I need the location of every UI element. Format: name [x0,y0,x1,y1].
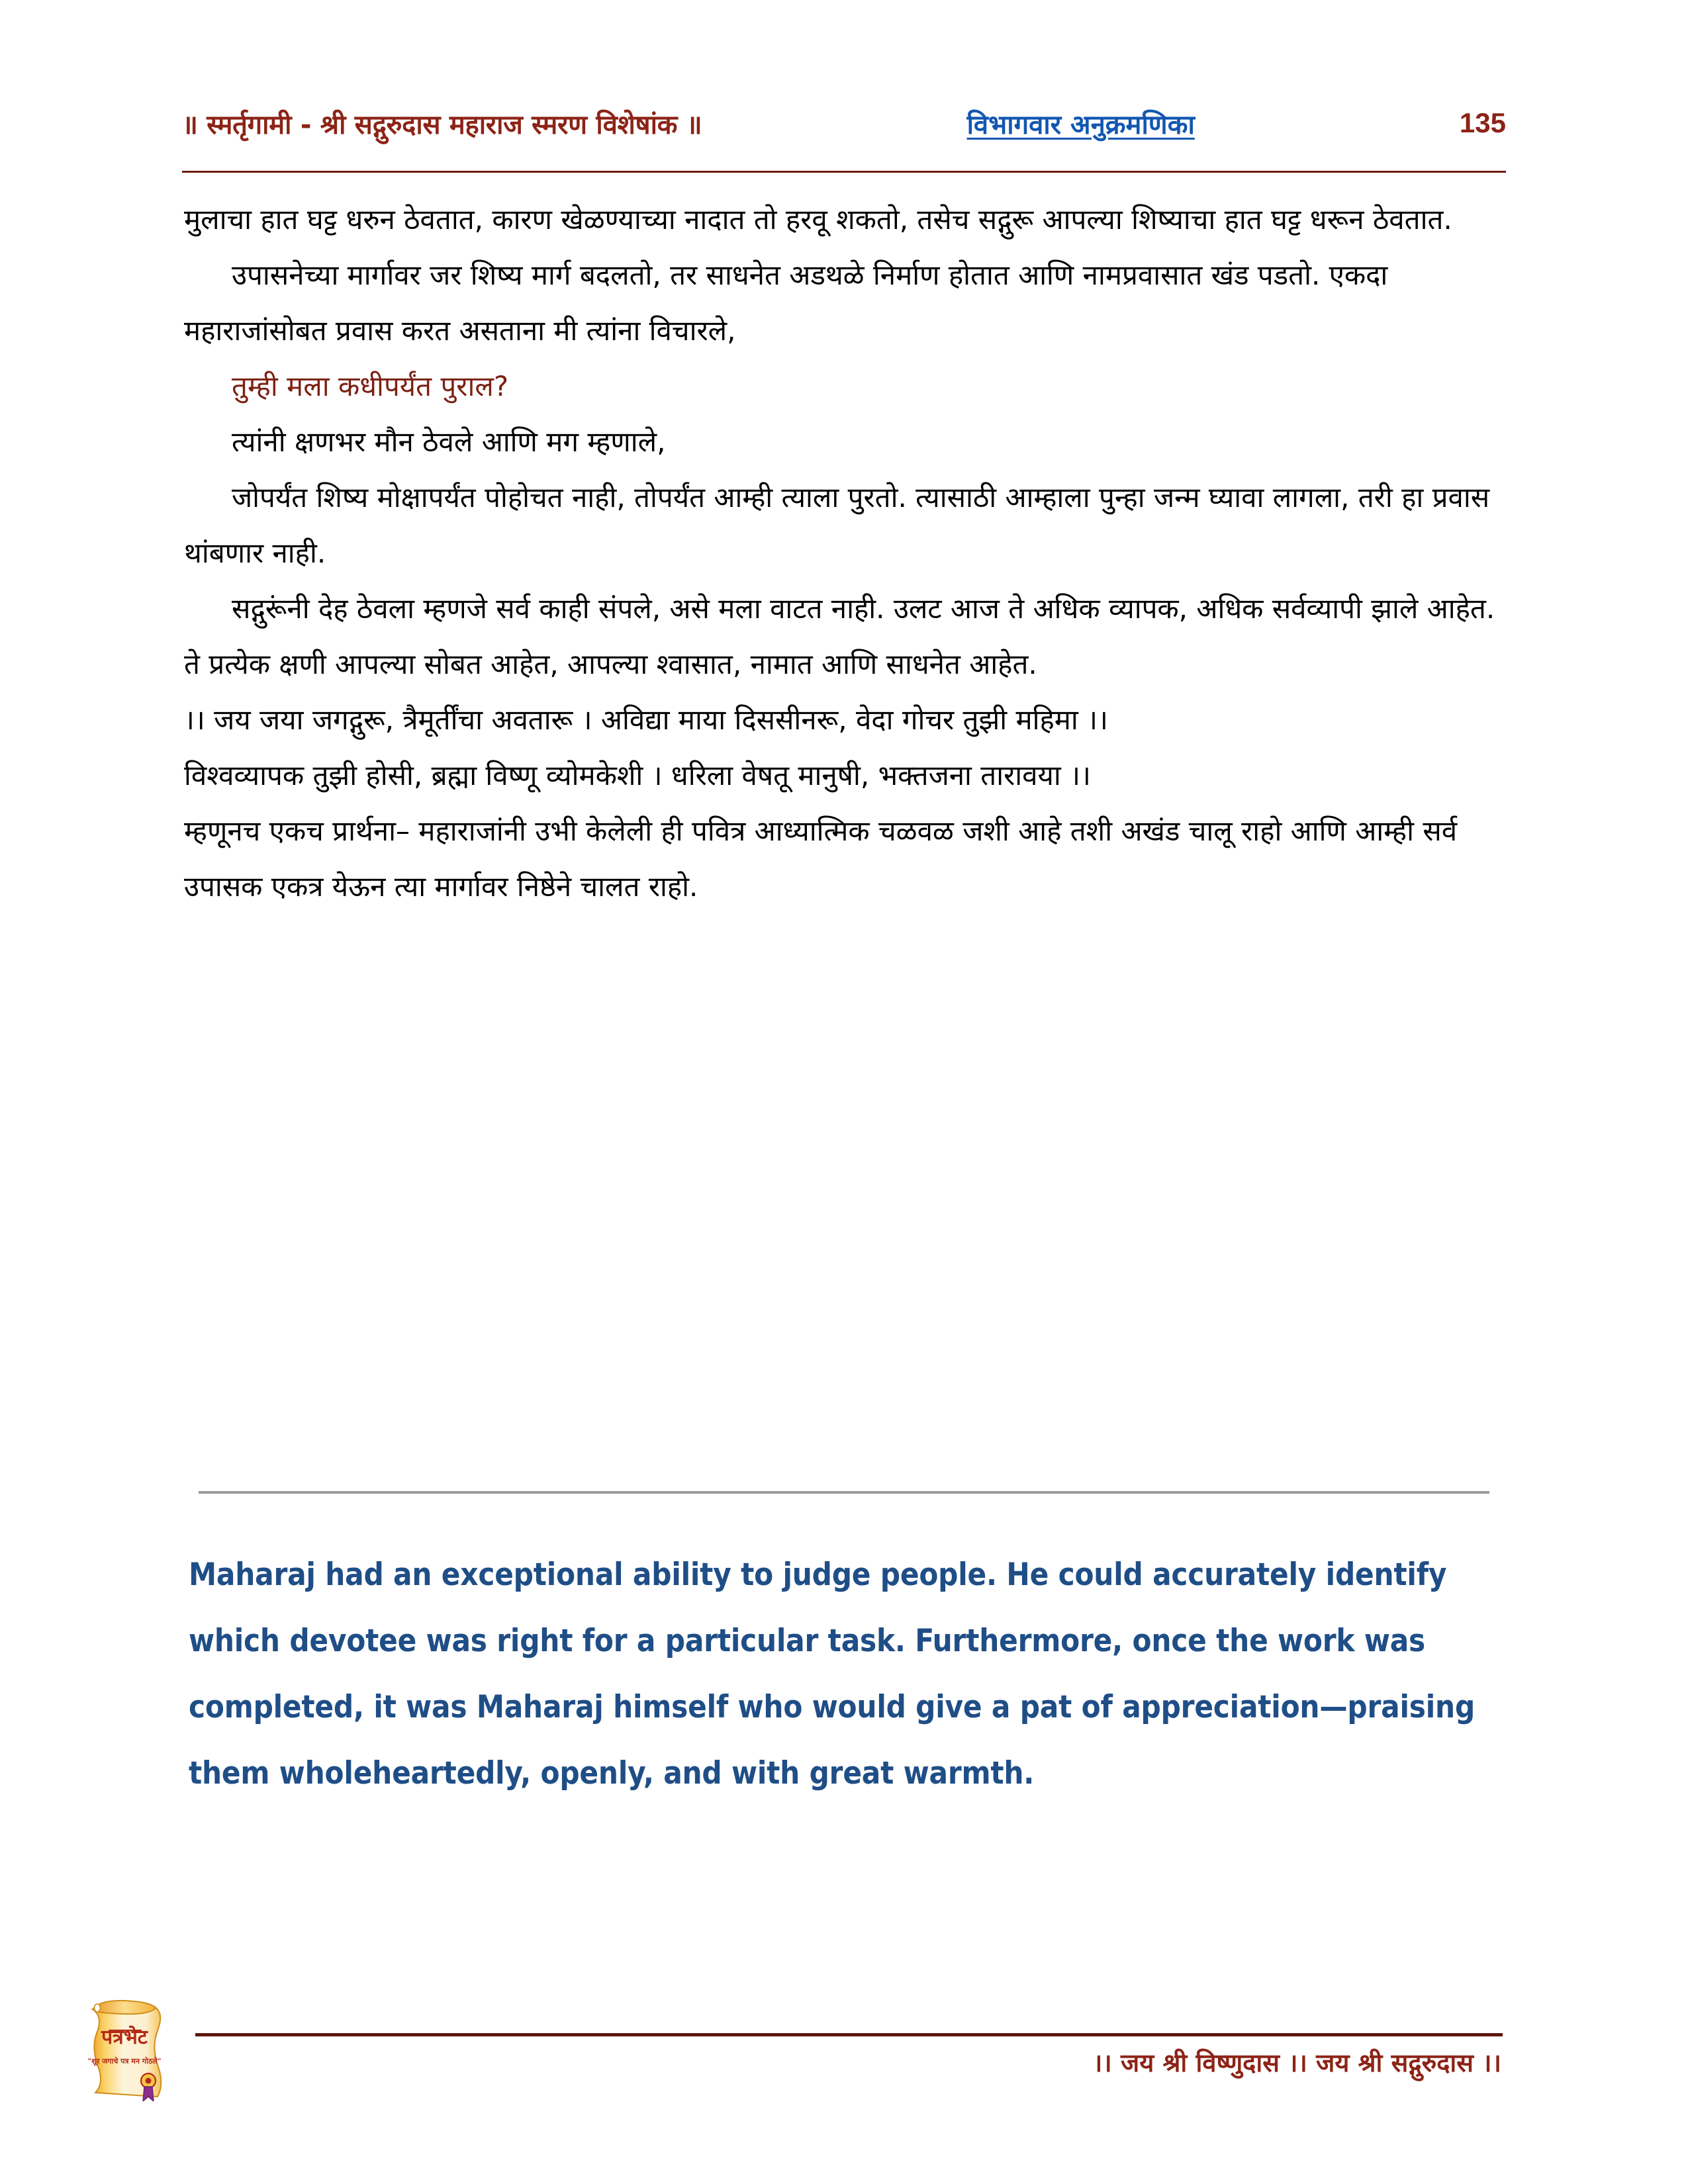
paragraph-5: सद्गुरूंनी देह ठेवला म्हणजे सर्व काही संपले, असे मला वाटत नाही. उलट आज ते अधिक व्यापक, अधिक सर्वव्यापी झाले आहेत. ते प्रत्येक क्षणी आपल्या सोबत आहेत, आपल्या श्वासात, नामात आणि साधनेत आहेत. [184,592,1495,680]
highlighted-question: तुम्ही मला कधीपर्यंत पुराल? [232,370,509,402]
verse-line-2: विश्वव्यापक तुझी होसी, ब्रह्मा विष्णू व्योमकेशी । धरिला वेषतू मानुषी, भक्तजना तारावया ।। [184,759,1091,792]
footer-divider [195,2033,1503,2036]
page-header [182,93,1506,154]
index-link[interactable]: विभागवार अनुक्रमणिका [966,109,1195,140]
paragraph-2: उपासनेच्या मार्गावर जर शिष्य मार्ग बदलतो, तर साधनेत अडथळे निर्माण होतात आणि नामप्रवासात खंड पडतो. एकदा महाराजांसोबत प्रवास करत असताना मी त्यांना विचारले, [184,259,1388,347]
english-summary [189,1542,1499,1807]
patrabhet-logo [78,1992,171,2101]
header-title: ॥ स्मर्तृगामी - श्री सद्गुरुदास महाराज स्मरण विशेषांक ॥ [182,109,702,140]
verse-line-1: ।। जय जया जगद्गुरू, त्रैमूर्तींचा अवतारू । अविद्या माया दिससीनरू, वेदा गोचर तुझी महिमा ।। [184,704,1108,736]
english-paragraph: Maharaj had an exceptional ability to judge people. He could accurately identify which devotee was right for a particular task. Furthermore, once the work was completed, it was Maharaj himself who would give a pat of appreciation—praising them wholeheartedly, openly, and with great warmth. [189,1557,1476,1792]
page-number: 135 [1459,107,1506,138]
paragraph-6: म्हणूनच एकच प्रार्थना– महाराजांनी उभी केलेली ही पवित्र आध्यात्मिक चळवळ जशी आहे तशी अखंड चालू राहो आणि आम्ही सर्व उपासक एकत्र येऊन त्या मार्गावर निष्ठेने चालत राहो. [184,815,1458,903]
paragraph-1: मुलाचा हात घट्ट धरुन ठेवतात, कारण खेळण्याच्या नादात तो हरवू शकतो, तसेच सद्गुरू आपल्या शिष्याचा हात घट्ट धरून ठेवतात. [184,203,1452,236]
logo-title-text: पत्रभेट [101,2026,148,2049]
logo-tagline-text: "शूर जगाचे पत्र मन गोठले" [87,2057,162,2066]
paragraph-4: जोपर्यंत शिष्य मोक्षापर्यंत पोहोचत नाही, तोपर्यंत आम्ही त्याला पुरतो. त्यासाठी आम्हाला पुन्हा जन्म घ्यावा लागला, तरी हा प्रवास थांबणार नाही. [184,481,1490,569]
footer-blessing-text: ।। जय श्री विष्णुदास ।। जय श्री सद्गुरुदास ।। [1093,2048,1501,2077]
section-divider [199,1491,1489,1494]
header-divider [182,171,1506,173]
marathi-body [184,192,1504,915]
paragraph-3: त्यांनी क्षणभर मौन ठेवले आणि मग म्हणाले, [232,426,666,458]
